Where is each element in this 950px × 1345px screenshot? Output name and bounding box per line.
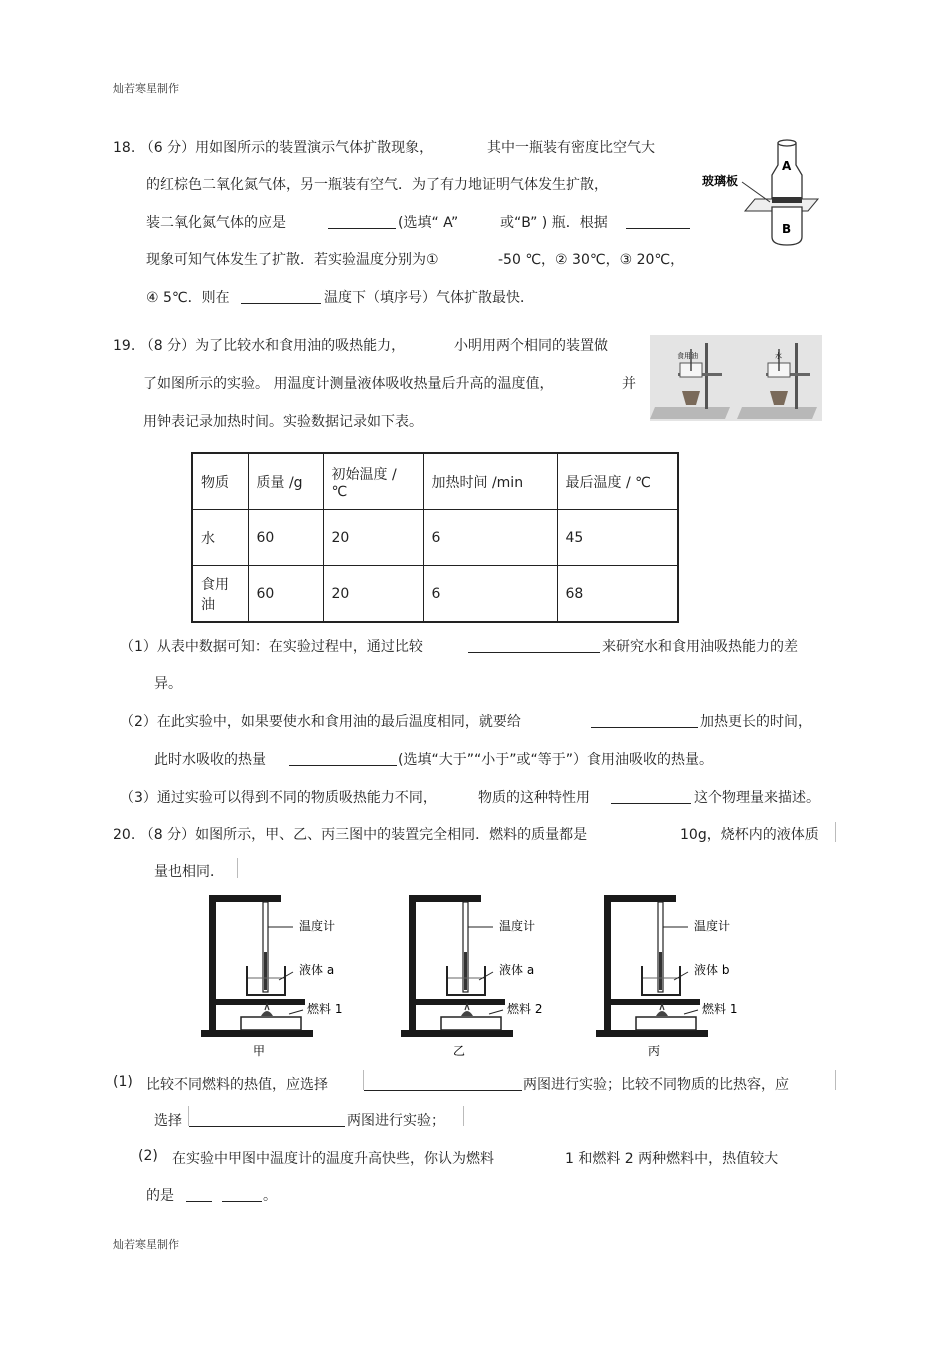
q18-line4b: -50 ℃，② 30℃，③ 20℃， <box>498 252 685 268</box>
glass-plate-label: 玻璃板 <box>702 174 739 188</box>
q20-part2d: 。 <box>263 1188 277 1204</box>
q18-answer-blank-2[interactable] <box>626 214 690 229</box>
page-footer: 灿若寒星制作 <box>113 1238 179 1251</box>
figure-caption: 甲 <box>253 1044 266 1058</box>
q18-line1b: 其中一瓶装有密度比空气大 <box>487 140 655 156</box>
q20-answer-blank-3b[interactable] <box>222 1187 262 1202</box>
text-box-edge <box>237 858 238 878</box>
q20-line2: 量也相同． <box>154 864 224 880</box>
table-cell: 45 <box>557 510 678 566</box>
q20-answer-blank-1[interactable] <box>364 1076 522 1091</box>
q20-part1b: 两图进行实验；比较不同物质的比热容，应 <box>523 1077 789 1093</box>
figure-caption: 丙 <box>648 1044 661 1058</box>
q18-line3c: 或“B” ) 瓶．根据 <box>500 215 608 231</box>
q18-line4a: 现象可知气体发生了扩散．若实验温度分别为① <box>146 252 439 268</box>
text-box-edge <box>835 822 836 842</box>
bottle-a-label: A <box>782 159 792 173</box>
q20-line1a: 20. （8 分）如图所示，甲、乙、丙三图中的装置完全相同．燃料的质量都是 <box>113 827 588 843</box>
table-cell: 20 <box>323 510 423 566</box>
table-row <box>192 510 678 566</box>
q19-part1c: 异。 <box>154 676 182 692</box>
q18-line3a: 装二氧化氮气体的应是 <box>146 215 286 231</box>
apparatus-yi <box>401 895 542 1058</box>
q19-line3: 用钟表记录加热时间。实验数据记录如下表。 <box>143 414 423 430</box>
table-header-cell: 最后温度 / ℃ <box>557 453 678 510</box>
thermometer-label: 温度计 <box>694 919 731 933</box>
q20-part1-number: (1) <box>113 1074 133 1090</box>
table-cell: 60 <box>248 566 323 623</box>
table-header-row <box>192 453 678 510</box>
q18-answer-blank-1[interactable] <box>328 214 396 229</box>
q20-line1b: 10g，烧杯内的液体质 <box>680 827 819 843</box>
q19-line2b: 并 <box>622 376 636 392</box>
q20-part1c: 选择 <box>154 1113 182 1129</box>
apparatus-bing <box>596 895 737 1058</box>
text-box-edge <box>463 1106 464 1126</box>
liquid-label: 液体 b <box>694 963 730 977</box>
q18-line5b: 温度下（填序号）气体扩散最快． <box>324 290 534 306</box>
table-row <box>192 566 678 623</box>
heating-comparison-figure <box>650 335 822 421</box>
q19-line1b: 小明用两个相同的装置做 <box>454 338 608 354</box>
figure-label-water: 水 <box>775 352 782 360</box>
q19-answer-blank-3[interactable] <box>289 751 397 766</box>
table-header-cell: 物质 <box>192 453 248 510</box>
q20-part2-number: (2) <box>138 1148 158 1164</box>
table-header-cell: 质量 /g <box>248 453 323 510</box>
table-cell: 20 <box>323 566 423 623</box>
thermometer-label: 温度计 <box>499 919 536 933</box>
fuel-label: 燃料 1 <box>702 1002 738 1016</box>
q20-part1a: 比较不同燃料的热值，应选择 <box>146 1077 328 1093</box>
heating-apparatus-figures <box>195 892 775 1062</box>
q19-part2b: 加热更长的时间， <box>700 714 812 730</box>
q20-part2a: 在实验中甲图中温度计的温度升高快些，你认为燃料 <box>172 1151 494 1167</box>
q18-line3b: (选填“ A” <box>398 215 459 231</box>
liquid-label: 液体 a <box>299 963 335 977</box>
q20-part2c: 的是 <box>146 1188 174 1204</box>
fuel-label: 燃料 1 <box>307 1002 343 1016</box>
q19-part3b: 物质的这种特性用 <box>478 790 590 806</box>
figure-label-oil: 食用油 <box>677 352 698 360</box>
q20-answer-blank-3a[interactable] <box>186 1187 212 1202</box>
experiment-data-table <box>191 452 679 623</box>
liquid-label: 液体 a <box>499 963 535 977</box>
q19-answer-blank-4[interactable] <box>611 789 691 804</box>
q19-part1b: 来研究水和食用油吸热能力的差 <box>602 639 798 655</box>
q19-part2c: 此时水吸收的热量 <box>154 752 266 768</box>
q18-answer-blank-3[interactable] <box>241 289 321 304</box>
q19-part3a: （3）通过实验可以得到不同的物质吸热能力不同， <box>120 790 437 806</box>
q20-part2b: 1 和燃料 2 两种燃料中，热值较大 <box>565 1151 779 1167</box>
q19-part2d: (选填“大于”“小于”或“等于”）食用油吸收的热量。 <box>398 752 713 768</box>
q18-line2: 的红棕色二氧化氮气体，另一瓶装有空气．为了有力地证明气体发生扩散， <box>146 177 608 193</box>
bottle-a <box>772 143 802 205</box>
figure-caption: 乙 <box>453 1044 466 1058</box>
q19-part1a: （1）从表中数据可知：在实验过程中，通过比较 <box>120 639 423 655</box>
table-header-cell: 初始温度 / ℃ <box>323 453 423 510</box>
diffusion-apparatus-figure <box>700 135 825 255</box>
apparatus-jia <box>201 895 342 1058</box>
table-cell: 水 <box>192 510 248 566</box>
table-cell: 60 <box>248 510 323 566</box>
page-header: 灿若寒星制作 <box>113 82 179 95</box>
table-cell: 6 <box>423 566 557 623</box>
table-header-cell: 加热时间 /min <box>423 453 557 510</box>
fuel-label: 燃料 2 <box>507 1002 543 1016</box>
bottle-b-label: B <box>782 222 792 236</box>
thermometer-label: 温度计 <box>299 919 336 933</box>
q18-line5a: ④ 5℃．则在 <box>146 290 230 306</box>
q19-answer-blank-2[interactable] <box>591 713 698 728</box>
table-cell: 食用油 <box>192 566 248 623</box>
q18-line1a: 18. （6 分）用如图所示的装置演示气体扩散现象， <box>113 140 434 156</box>
q19-line1a: 19. （8 分）为了比较水和食用油的吸热能力， <box>113 338 406 354</box>
q19-answer-blank-1[interactable] <box>468 638 600 653</box>
text-box-edge <box>835 1070 836 1090</box>
q20-part1d: 两图进行实验； <box>347 1113 445 1129</box>
table-cell: 6 <box>423 510 557 566</box>
q19-part3c: 这个物理量来描述。 <box>694 790 820 806</box>
q20-answer-blank-2[interactable] <box>189 1112 345 1127</box>
q19-part2a: （2）在此实验中，如果要使水和食用油的最后温度相同，就要给 <box>120 714 521 730</box>
q19-line2a: 了如图所示的实验。 用温度计测量液体吸收热量后升高的温度值， <box>143 376 554 392</box>
table-cell: 68 <box>557 566 678 623</box>
